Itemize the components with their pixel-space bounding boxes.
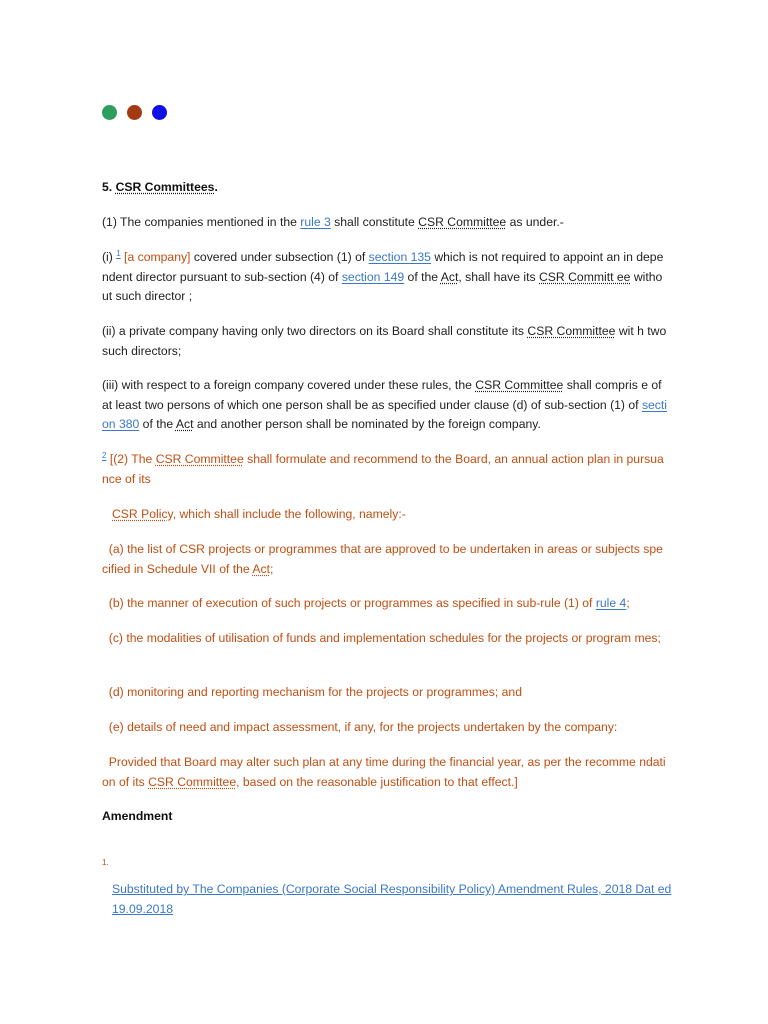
footnote-number: 1. bbox=[102, 858, 109, 867]
act-term: Act bbox=[175, 417, 194, 432]
text: , which shall include the following, namely:- bbox=[172, 507, 406, 521]
rule-4-link[interactable]: rule 4 bbox=[595, 596, 627, 610]
blue-dot bbox=[152, 105, 167, 120]
text: which is not required to appoint an in dependent director pursuant to sub-section (4) of bbox=[102, 250, 664, 284]
text: (ii) a private company having only two directors on its Board shall constitute its bbox=[102, 324, 528, 338]
green-dot bbox=[102, 105, 117, 120]
paragraph-8 bbox=[102, 594, 668, 614]
text: (1) The companies mentioned in the bbox=[102, 215, 301, 229]
text: , shall have its bbox=[458, 269, 539, 284]
paragraph-9 bbox=[102, 629, 668, 649]
text: [(2) The bbox=[106, 452, 156, 466]
text: (b) the manner of execution of such projects or programmes as specified in sub-rule (1) of bbox=[108, 596, 596, 610]
paragraph-10 bbox=[102, 683, 668, 703]
text: (i) bbox=[102, 250, 117, 264]
paragraph-5 bbox=[102, 450, 668, 489]
text: covered under subsection (1) of bbox=[190, 250, 369, 264]
text: (a) the list of CSR projects or programmes that are approved to be undertaken in areas or subjects specified in Schedule VII of the bbox=[102, 542, 663, 576]
section-number: 5. bbox=[102, 180, 113, 194]
brown-dot bbox=[127, 105, 142, 120]
text: (d) monitoring and reporting mechanism for the projects or programmes; and bbox=[108, 685, 522, 699]
text: of the bbox=[139, 417, 176, 432]
act-term: Act bbox=[252, 561, 271, 576]
text: and another person shall be nominated by the foreign company. bbox=[193, 417, 541, 432]
text: (c) the modalities of utilisation of funds and implementation schedules for the projects or program mes; bbox=[108, 631, 661, 645]
text: without such director ; bbox=[102, 269, 663, 304]
text: ; bbox=[270, 561, 274, 576]
amended-text: [a company] bbox=[120, 250, 191, 264]
csr-committee-term: CSR Committee bbox=[475, 378, 564, 392]
amendment-heading: Amendment bbox=[102, 809, 173, 823]
act-term: Act bbox=[440, 269, 459, 284]
paragraph-11 bbox=[102, 718, 668, 738]
text: (iii) with respect to a foreign company covered under these rules, the bbox=[102, 378, 476, 392]
paragraph-6 bbox=[112, 505, 668, 525]
csr-committee-term: CSR Committ ee bbox=[539, 269, 631, 284]
csr-committee-term: CSR Committee bbox=[418, 215, 507, 229]
paragraph-4 bbox=[102, 376, 668, 435]
text: (e) details of need and impact assessment, if any, for the projects undertaken by the company: bbox=[108, 720, 618, 734]
text: shall compris e of at least two persons of which one person shall be as specified under clause (d) of sub-section (1) of bbox=[102, 378, 662, 412]
text: wit h two such directors; bbox=[102, 324, 667, 358]
text: ; bbox=[626, 596, 630, 610]
csr-committee-term: CSR Committee bbox=[155, 452, 244, 466]
paragraph-2 bbox=[102, 248, 668, 307]
text: , based on the reasonable justification to that effect.] bbox=[236, 774, 518, 789]
paragraph-7 bbox=[102, 540, 668, 579]
paragraph-12 bbox=[102, 753, 668, 792]
section-380-link[interactable]: section 380 bbox=[102, 397, 667, 432]
rule-3-link[interactable]: rule 3 bbox=[300, 215, 331, 229]
section-149-link[interactable]: section 149 bbox=[341, 269, 405, 284]
footnote-1-ref[interactable]: 1 bbox=[116, 248, 121, 258]
section-135-link[interactable]: section 135 bbox=[368, 250, 431, 264]
csr-committee-term: CSR Committee bbox=[148, 774, 237, 789]
text: shall formulate and recommend to the Board, an annual action plan in pursuance of its bbox=[102, 452, 664, 486]
section-title-end: . bbox=[214, 180, 218, 194]
paragraph-1 bbox=[102, 213, 668, 233]
footnote-2-ref[interactable]: 2 bbox=[102, 450, 107, 460]
section-title: CSR Committees bbox=[115, 180, 215, 194]
csr-committee-term: CSR Committee bbox=[527, 324, 616, 338]
status-dots bbox=[102, 105, 167, 120]
text: Provided that Board may alter such plan at any time during the financial year, as per the recomme ndation of its bbox=[102, 755, 666, 789]
text: shall constitute bbox=[330, 215, 419, 229]
section-heading bbox=[102, 178, 668, 198]
csr-policy-term: CSR Policy bbox=[112, 507, 173, 521]
amendment-link[interactable]: Substituted by The Companies (Corporate Social Responsibility Policy) Amendment Rules, 2018 Dat ed 19.09.2018 bbox=[112, 882, 672, 916]
text: as under.- bbox=[506, 215, 564, 229]
paragraph-3 bbox=[102, 322, 668, 361]
text: of the bbox=[404, 269, 441, 284]
